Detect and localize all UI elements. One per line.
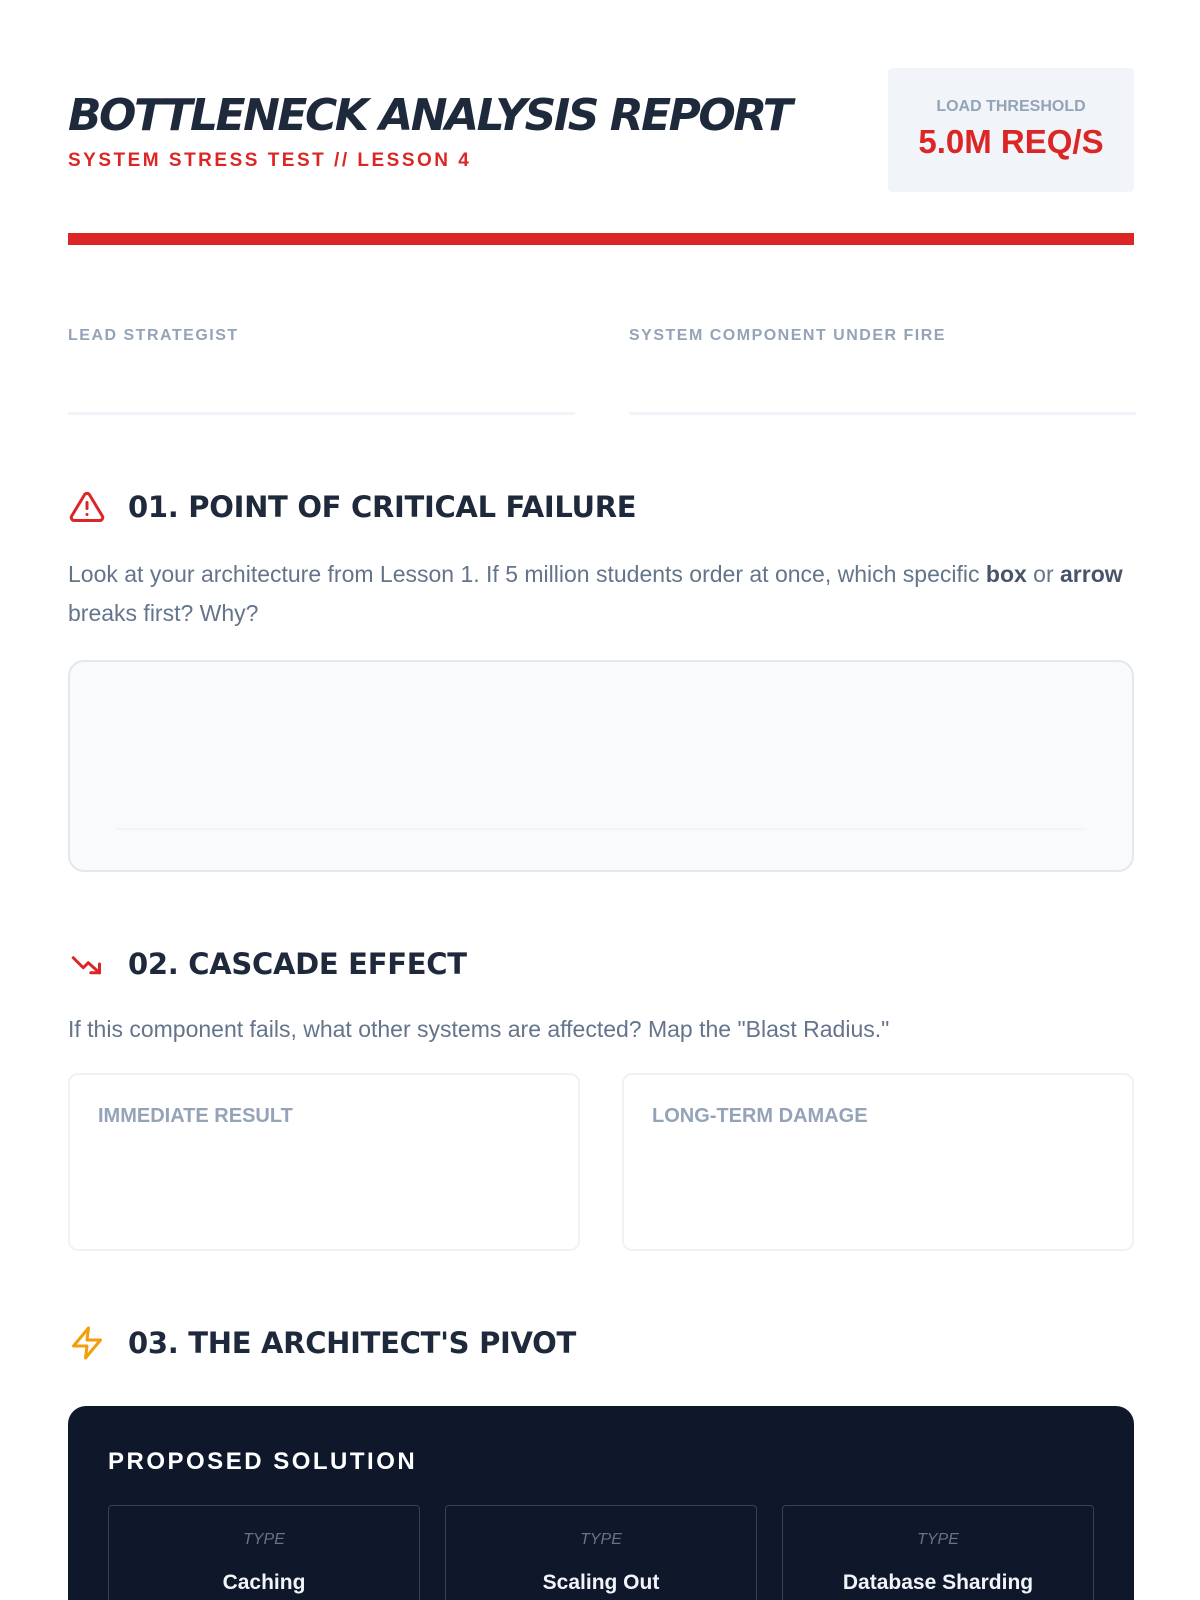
section-pivot-heading bbox=[68, 1323, 576, 1363]
prompt-emphasis-arrow: arrow bbox=[1060, 561, 1123, 587]
header-divider bbox=[68, 233, 1134, 245]
section-3-title: 03. THE ARCHITECT'S PIVOT bbox=[128, 1326, 576, 1360]
immediate-result-label: IMMEDIATE RESULT bbox=[98, 1105, 293, 1127]
answer-guide-line bbox=[116, 828, 1086, 830]
lightning-bolt-icon bbox=[68, 1324, 106, 1362]
prompt-text: breaks first? Why? bbox=[68, 600, 259, 626]
long-term-damage-card[interactable] bbox=[622, 1073, 1134, 1251]
trending-down-icon bbox=[68, 945, 106, 983]
solution-option-scaling-out[interactable] bbox=[445, 1505, 757, 1600]
option-name: Caching bbox=[222, 1571, 306, 1594]
report-subtitle: SYSTEM STRESS TEST // LESSON 4 bbox=[68, 150, 472, 171]
option-name: Scaling Out bbox=[542, 1571, 660, 1594]
component-label: SYSTEM COMPONENT UNDER FIRE bbox=[629, 327, 946, 344]
threshold-value: 5.0M REQ/S bbox=[918, 123, 1104, 160]
warning-triangle-icon bbox=[68, 488, 106, 526]
option-type-label: TYPE bbox=[243, 1531, 285, 1548]
prompt-text: or bbox=[1026, 561, 1061, 587]
report-title: BOTTLENECK ANALYSIS REPORT bbox=[68, 90, 791, 141]
section-1-prompt bbox=[68, 555, 1134, 633]
solution-option-caching[interactable] bbox=[108, 1505, 420, 1600]
prompt-emphasis-box: box bbox=[985, 561, 1027, 587]
proposed-solution-panel bbox=[68, 1406, 1134, 1600]
long-term-damage-label: LONG-TERM DAMAGE bbox=[652, 1105, 868, 1127]
section-1-title: 01. POINT OF CRITICAL FAILURE bbox=[128, 490, 637, 524]
load-threshold-badge bbox=[888, 68, 1134, 192]
immediate-result-card[interactable] bbox=[68, 1073, 580, 1251]
prompt-text: Look at your architecture from Lesson 1. If 5 million students order at once, which specific bbox=[68, 561, 986, 587]
lead-strategist-label: LEAD STRATEGIST bbox=[68, 327, 239, 344]
option-name: Database Sharding bbox=[842, 1571, 1034, 1594]
option-type-label: TYPE bbox=[580, 1531, 622, 1548]
lead-strategist-field[interactable] bbox=[68, 412, 575, 415]
section-cascade-heading bbox=[68, 944, 467, 984]
proposed-solution-title: PROPOSED SOLUTION bbox=[108, 1448, 418, 1475]
section-2-prompt: If this component fails, what other systems are affected? Map the "Blast Radius." bbox=[68, 1016, 890, 1042]
option-type-label: TYPE bbox=[917, 1531, 959, 1548]
threshold-label: LOAD THRESHOLD bbox=[936, 98, 1086, 115]
critical-failure-answer-box[interactable] bbox=[68, 660, 1134, 872]
solution-option-database-sharding[interactable] bbox=[782, 1505, 1094, 1600]
section-2-title: 02. CASCADE EFFECT bbox=[128, 947, 467, 981]
component-field[interactable] bbox=[629, 412, 1136, 415]
section-critical-failure-heading bbox=[68, 487, 636, 527]
report-header bbox=[68, 68, 1134, 192]
